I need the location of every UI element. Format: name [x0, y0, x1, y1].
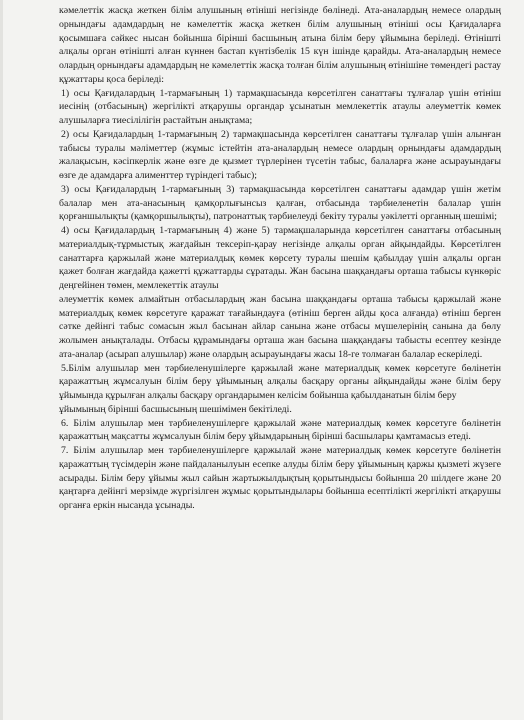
paragraph-item-2: 2) осы Қағидалардың 1-тармағының 2) тармақшасында көрсетілген санаттағы тұлғалар үшін алынған табысы туралы мәліметтер (жұмыс істейтін ата-аналардың немесе олардың орнындағы адамдардың жалақысын, кәсіпкерлік және өзге де қызмет түрлерінен түсетін табыс, балаларға және асырауындағы өзге де адамдарға алименттер түріндегі табыс); [59, 128, 501, 181]
paragraph-section-5-continued: ұйымының бірінші басшысының шешімімен бекітіледі. [59, 403, 292, 415]
paragraph-application-intro: кәмелеттік жасқа жеткен білім алушының өтініші негізінде бөлінеді. Ата-аналардың немесе олардың орнындағы адамдардың не кәмелеттік жасқа жеткен білім алушының өтініші осы Қағидаларға қосымшаға сәйкес нысан бойынша бірінші басшының атына білім беру ұйымына беріледі. Өтінішті алқалы орган өтінішті алған күннен бастап күнтізбелік 15 күн ішінде қарайды. Ата-аналардың немесе олардың орнындағы адамдардың не кәмелеттік жасқа толған білім алушының өтінішіне төмендегі растау құжаттары қоса беріледі: [59, 5, 501, 85]
paragraph-item-3: 3) осы Қағидалардың 1-тармағының 3) тармақшасында көрсетілген санаттағы адамдар үшін жетім балалар мен ата-анасының қамқорлығынсыз қалған, отбасында тәрбиеленетін балалар үшін қорғаншылықты (қамқоршылықты), патронаттық тәрбиелеуді бекіту туралы уәкілетті органның шешімі; [59, 183, 501, 223]
paragraph-section-6: 6. Білім алушылар мен тәрбиеленушілерге қаржылай және материалдық көмек көрсетуге бөлінетін қаражаттың мақсатты жұмсалуын білім беру ұйымдарының бірінші басшылары қамтамасыз етеді. [59, 417, 501, 443]
paragraph-section-5: 5.Білім алушылар мен тәрбиеленушілерге қаржылай және материалдық көмек көрсетуге бөлінетін қаражаттың жұмсалуын білім беру ұйымының алқалы басқару органы айқындайды және білім беру ұйымында құрылған алқалы басқару органдарымен келісім бойынша қабылданатын білім беру [59, 362, 501, 401]
paragraph-average-income: әлеуметтік көмек алмайтын отбасылардың жан басына шаққандағы орташа табысы қаржылай және материалдық көмек көрсетуге қаражат тағайындауға (өтініш берген айды қоса алғанда) өтініш берген сәтке дейінгі табыс сомасын жыл басынан айлар санына және отбасы мүшелерінің санына да бөлу жолымен анықталады. Отбасы құрамындағы орташа жан басына шаққандағы табысты есептеу кезінде ата-аналар (асырап алушылар) және олардың асырауындағы жасы 18-ге толмаған балалар ескеріледі. [59, 293, 501, 360]
document-body [59, 4, 501, 513]
paragraph-item-4: 4) осы Қағидалардың 1-тармағының 4) және 5) тармақшаларында көрсетілген санаттағы отбасының материалдық-тұрмыстық жағдайын тексеріп-қарау негізінде алқалы орган айқындайды. Көрсетілген санаттарға қаржылай және материалдық көмек көрсету туралы шешім қабылдау үшін алқалы орган қажет болған жағдайда қажетті құжаттарды сұратады. Жан басына шаққандағы орташа табысы күнкөріс деңгейінен төмен, мемлекеттік атаулы [59, 225, 501, 291]
scan-edge-shadow [0, 0, 3, 720]
paragraph-section-7: 7. Білім алушылар мен тәрбиеленушілерге қаржылай және материалдық көмек көрсетуге бөлінетін қаражаттың түсімдерін және пайдаланылуын есепке алуды білім беру ұйымының қаржы қызметі жүзеге асырады. Білім беру ұйымы жыл сайын жартыжылдықтың қорытындысы бойынша 20 шілдеге және 20 қаңтарға дейінгі мерзімде жүргізілген жұмыс қорытындылары бойынша есептілікті жергілікті атқарушы органға еркін нысанда ұсынады. [59, 445, 501, 511]
paragraph-item-1: 1) осы Қағидалардың 1-тармағының 1) тармақшасында көрсетілген санаттағы тұлғалар үшін өтініш иесінің (отбасының) жергілікті атқарушы органдар ұсынатын мемлекеттік атаулы әлеуметтік көмек алушыларға тиесілілігін растайтын анықтама; [59, 87, 501, 126]
